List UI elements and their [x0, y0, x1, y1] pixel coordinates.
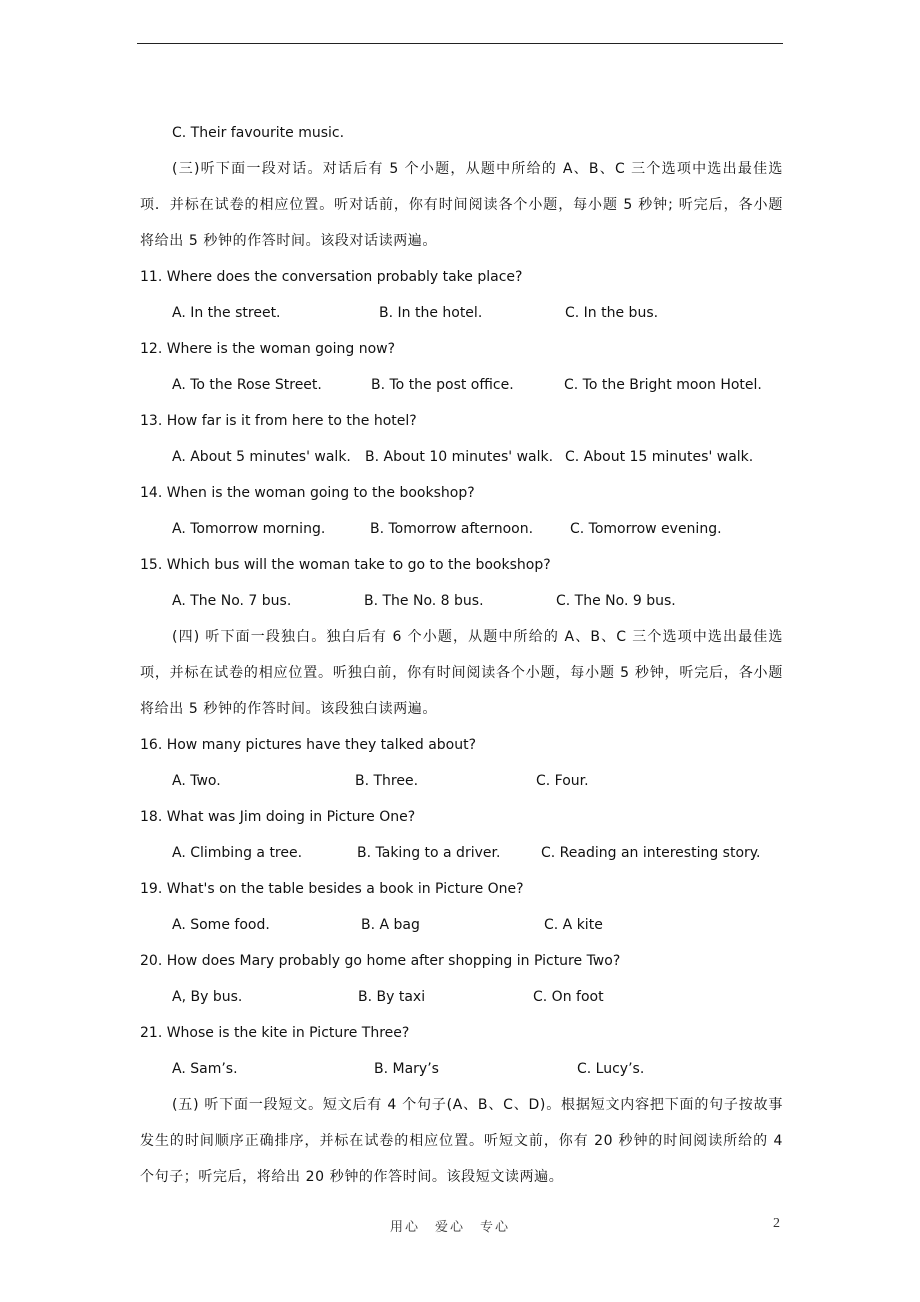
- options-13: [140, 439, 783, 475]
- option-a[interactable]: A. Sam’s.: [172, 1061, 238, 1077]
- option-a[interactable]: A. To the Rose Street.: [172, 377, 322, 393]
- options-18: [140, 835, 783, 871]
- option-b[interactable]: B. About 10 minutes' walk.: [365, 449, 554, 465]
- options-11: [140, 295, 783, 331]
- option-a[interactable]: A. Some food.: [172, 917, 270, 933]
- question-15: 15. Which bus will the woman take to go to the bookshop?: [140, 557, 551, 573]
- option-c[interactable]: C. Tomorrow evening.: [570, 521, 722, 537]
- question-11: 11. Where does the conversation probably take place?: [140, 269, 523, 285]
- page-content: [140, 115, 783, 1195]
- options-12: [140, 367, 783, 403]
- option-b[interactable]: B. A bag: [361, 917, 420, 933]
- option-a[interactable]: A. About 5 minutes' walk.: [172, 449, 351, 465]
- question-21: 21. Whose is the kite in Picture Three?: [140, 1025, 410, 1041]
- option-c[interactable]: C. About 15 minutes' walk.: [565, 449, 754, 465]
- option-c[interactable]: C. A kite: [544, 917, 603, 933]
- question-14: 14. When is the woman going to the bookshop?: [140, 485, 475, 501]
- option-b[interactable]: B. To the post office.: [371, 377, 514, 393]
- option-b[interactable]: B. In the hotel.: [379, 305, 483, 321]
- options-19: [140, 907, 783, 943]
- question-12: 12. Where is the woman going now?: [140, 341, 396, 357]
- option-b[interactable]: B. Three.: [355, 773, 419, 789]
- page-number: 2: [773, 1216, 780, 1231]
- section-3-instructions: (三)听下面一段对话。对话后有 5 个小题，从题中所给的 A、B、C 三个选项中选出最佳选项．并标在试卷的相应位置。听对话前，你有时间阅读各个小题，每小题 5 秒钟; 听完后，各小题将给出 5 秒钟的作答时间。该段对话读两遍。: [140, 161, 783, 249]
- question-13: 13. How far is it from here to the hotel?: [140, 413, 417, 429]
- question-16: 16. How many pictures have they talked about?: [140, 737, 477, 753]
- section-5-instructions: (五) 听下面一段短文。短文后有 4 个句子(A、B、C、D)。根据短文内容把下面的句子按故事发生的时间顺序正确排序，并标在试卷的相应位置。听短文前，你有 20 秒钟的时间阅读所给的 4 个句子；听完后，将给出 20 秒钟的作答时间。该段短文读两遍。: [140, 1097, 783, 1185]
- option-a[interactable]: A. Tomorrow morning.: [172, 521, 326, 537]
- options-15: [140, 583, 783, 619]
- options-20: [140, 979, 783, 1015]
- option-c[interactable]: C. On foot: [533, 989, 604, 1005]
- option-c[interactable]: C. The No. 9 bus.: [556, 593, 676, 609]
- option-b[interactable]: B. By taxi: [358, 989, 426, 1005]
- option-c[interactable]: C. Lucy’s.: [577, 1061, 645, 1077]
- option-c[interactable]: C. To the Bright moon Hotel.: [564, 377, 762, 393]
- question-20: 20. How does Mary probably go home after shopping in Picture Two?: [140, 953, 621, 969]
- options-16: [140, 763, 783, 799]
- options-21: [140, 1051, 783, 1087]
- option-a[interactable]: A. Climbing a tree.: [172, 845, 303, 861]
- option-a[interactable]: A. Two.: [172, 773, 221, 789]
- option-a[interactable]: A, By bus.: [172, 989, 243, 1005]
- option-c[interactable]: C. Four.: [536, 773, 589, 789]
- header-rule: [137, 43, 783, 44]
- option-a[interactable]: A. In the street.: [172, 305, 281, 321]
- option-c[interactable]: C. Reading an interesting story.: [541, 845, 761, 861]
- question-19: 19. What's on the table besides a book in Picture One?: [140, 881, 524, 897]
- options-14: [140, 511, 783, 547]
- option-b[interactable]: B. Taking to a driver.: [357, 845, 501, 861]
- option-c-previous: C. Their favourite music.: [172, 125, 345, 141]
- footer-motto: 用心 爱心 专心: [390, 1220, 511, 1235]
- question-18: 18. What was Jim doing in Picture One?: [140, 809, 416, 825]
- option-a[interactable]: A. The No. 7 bus.: [172, 593, 292, 609]
- option-b[interactable]: B. The No. 8 bus.: [364, 593, 484, 609]
- option-b[interactable]: B. Tomorrow afternoon.: [370, 521, 534, 537]
- section-4-instructions: (四) 听下面一段独白。独白后有 6 个小题，从题中所给的 A、B、C 三个选项中选出最佳选项，并标在试卷的相应位置。听独白前，你有时间阅读各个小题，每小题 5 秒钟，听完后，各小题将给出 5 秒钟的作答时间。该段独白读两遍。: [140, 629, 783, 717]
- option-c[interactable]: C. In the bus.: [565, 305, 659, 321]
- option-b[interactable]: B. Mary’s: [374, 1061, 439, 1077]
